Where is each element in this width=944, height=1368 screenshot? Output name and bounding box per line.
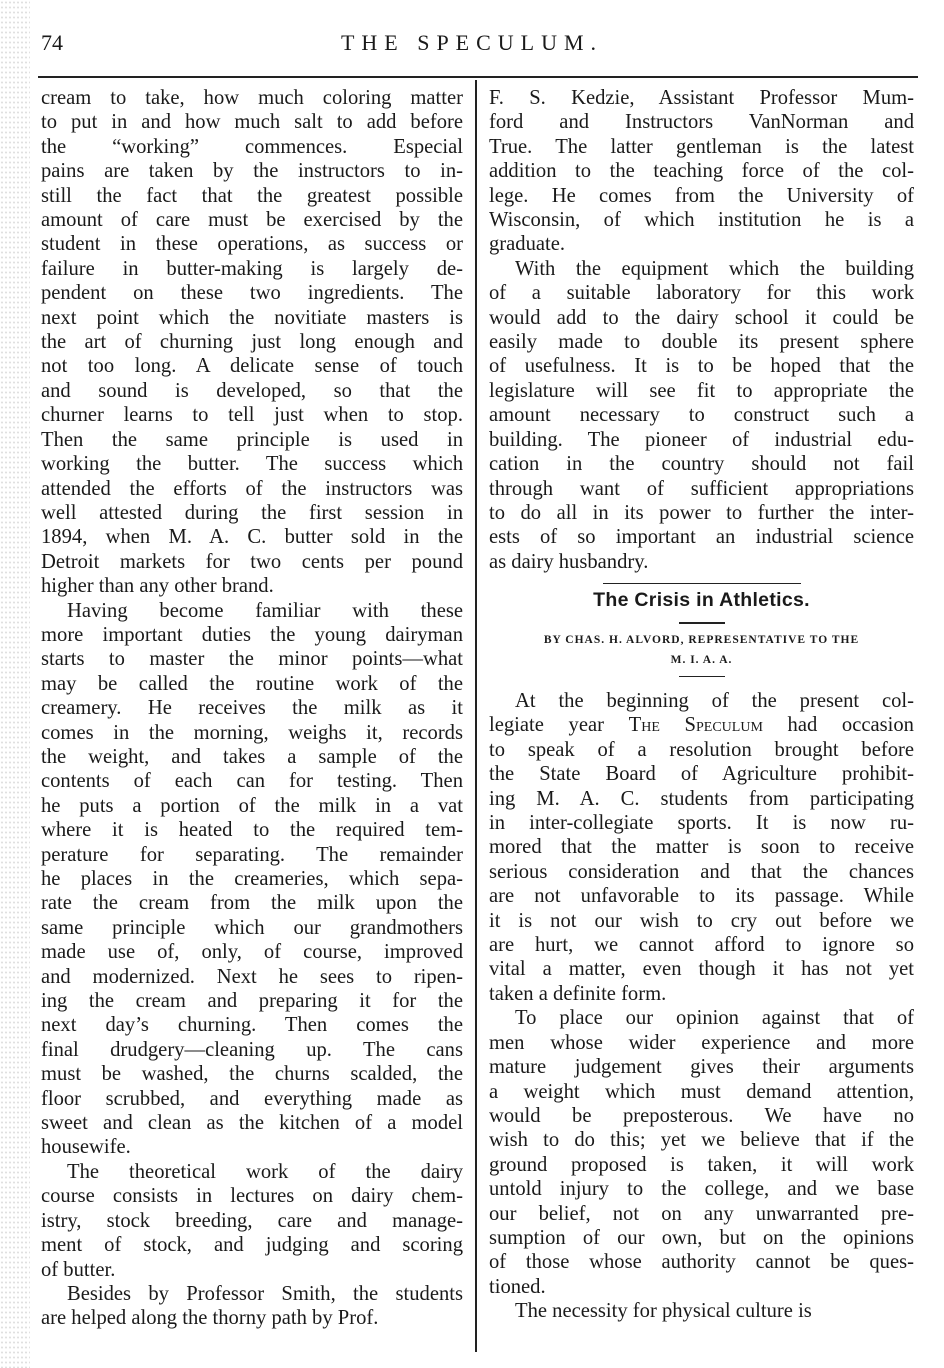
paragraph (489, 1006, 914, 1299)
text-line: perature for separating. The remainder (41, 843, 463, 866)
text-line: to do all in its power to further the inter- (489, 501, 914, 524)
text-line: in inter-collegiate sports. It is now ru- (489, 812, 914, 835)
right-column-athletics-text (489, 689, 914, 1324)
text-line: student in these operations, as success or (41, 233, 463, 256)
text-line: as dairy husbandry. (489, 550, 649, 573)
text-line: more important duties the young dairyman (41, 623, 463, 646)
text-line: amount necessary to construct such a (489, 404, 914, 427)
text-line: it is not our wish to cry out before we (489, 909, 914, 932)
text-line: building. The pioneer of industrial edu- (489, 428, 914, 451)
text-line: men whose wider experience and more (489, 1031, 914, 1054)
article-title: The Crisis in Athletics. (593, 589, 810, 612)
text-line: and sound is developed, so that the (41, 379, 463, 402)
text-line: of butter. (41, 1258, 116, 1281)
text-line: our belief, not on any unwarranted pre- (489, 1202, 914, 1225)
text-line: taken a definite form. (489, 982, 667, 1005)
text-line: made use of, only, of course, improved (41, 941, 463, 964)
text-line: attended the efforts of the instructors was (41, 477, 463, 500)
text-line: would be preposterous. We have no (489, 1104, 914, 1127)
section-separator-rule (603, 583, 801, 584)
text-line: True. The latter gentleman is the latest (489, 135, 914, 158)
text-line: ford and Instructors VanNorman and (489, 111, 914, 134)
text-line: of those whose authority cannot be ques- (489, 1251, 914, 1274)
text-line: next day’s churning. Then comes the (41, 1014, 463, 1037)
paragraph (41, 599, 463, 1160)
text-line: vital a matter, even though it has not yet (489, 958, 914, 981)
byline-line-1: BY CHAS. H. ALVORD, REPRESENTATIVE TO THE (543, 633, 860, 646)
text-line: are hurt, we cannot afford to ignore so (489, 934, 914, 957)
text-line: ests of so important an industrial science (489, 526, 914, 549)
text-line: through want of sufficient appropriations (489, 477, 914, 500)
text-line: well attested during the first session in (41, 501, 463, 524)
text-line: With the equipment which the building (515, 257, 914, 280)
text-line: lege. He comes from the University of (489, 184, 914, 207)
header-rule (38, 76, 918, 78)
text-line: easily made to double its present sphere (489, 331, 914, 354)
paragraph (489, 689, 914, 1006)
text-line: same principle which our grandmothers (41, 916, 463, 939)
text-line: a weight which must demand attention, (489, 1080, 914, 1103)
text-line: untold injury to the college, and we base (489, 1178, 914, 1201)
text-line: next point which the novitiate masters is (41, 306, 463, 329)
text-line: churner learns to tell just when to stop. (41, 404, 463, 427)
article-byline (489, 630, 914, 670)
text-line: addition to the teaching force of the col- (489, 160, 914, 183)
article-heading (489, 583, 914, 677)
text-line: 1894, when M. A. C. butter sold in the (41, 526, 463, 549)
text-line: may be called the routine work of the (41, 672, 463, 695)
text-line: and modernized. Next he sees to ripen- (41, 965, 463, 988)
text-line: istry, stock breeding, care and manage- (41, 1209, 463, 1232)
text-line: contents of each can for testing. Then (41, 770, 463, 793)
left-column (41, 86, 463, 1331)
text-line: Detroit markets for two cents per pound (41, 550, 463, 573)
text-line: ing the cream and preparing it for the (41, 990, 463, 1013)
text-line: not too long. A delicate sense of touch (41, 355, 463, 378)
text-line: mored that the matter is soon to receive (489, 836, 914, 859)
text-line: the “working” commences. Especial (41, 135, 463, 158)
paragraph (41, 86, 463, 599)
text-line: wish to do this; yet we believe that if the (489, 1129, 914, 1152)
text-line: Besides by Professor Smith, the students (67, 1282, 463, 1305)
text-line: are helped along the thorny path by Prof. (41, 1307, 379, 1330)
text-line: he places in the creameries, which sepa- (41, 868, 463, 890)
text-line: sumption of our own, but on the opinions (489, 1226, 914, 1249)
text-line: rate the cream from the milk upon the (41, 892, 463, 915)
text-line: ment of stock, and judging and scoring (41, 1234, 463, 1257)
text-line: Having become familiar with these (67, 599, 463, 622)
text-line: creamery. He receives the milk as it (41, 697, 463, 720)
text-line: serious consideration and that the chances (489, 860, 914, 883)
text-line: pendent on these two ingredients. The (41, 282, 463, 305)
right-column-dairy-text (489, 86, 914, 574)
right-column (489, 86, 914, 1324)
text-line: cation in the country should not fail (489, 453, 914, 476)
paragraph (489, 86, 914, 257)
scan-noise-margin (0, 0, 30, 1368)
text-line: to speak of a resolution brought before (489, 738, 914, 761)
text-line: sweet and clean as the kitchen of a model (41, 1112, 463, 1135)
text-line: he puts a portion of the milk in a vat (41, 794, 463, 817)
text-line: working the butter. The success which (41, 453, 463, 476)
text-line: final drudgery—cleaning up. The cans (41, 1038, 463, 1061)
text-line: tioned. (489, 1275, 546, 1298)
byline-line-2: M. I. A. A. (670, 653, 733, 666)
text-line: the art of churning just long enough and (41, 331, 463, 354)
text-line: At the beginning of the present col- (515, 690, 914, 713)
text-line: floor scrubbed, and everything made as (41, 1087, 463, 1110)
text-line: legiate year The Speculum had occasion (489, 714, 914, 737)
periodical-name: The Speculum (628, 714, 763, 737)
paragraph (489, 1299, 914, 1323)
text-line: The necessity for physical culture is (515, 1300, 812, 1323)
text-line: of usefulness. It is to be hoped that the (489, 355, 914, 378)
title-rule (679, 622, 725, 623)
text-line: where it is heated to the required tem- (41, 819, 463, 842)
text-line: Then the same principle is used in (41, 428, 463, 451)
text-line: housewife. (41, 1136, 131, 1159)
text-line: higher than any other brand. (41, 575, 274, 598)
text-line: course consists in lectures on dairy chem- (41, 1185, 463, 1208)
paragraph (41, 1160, 463, 1282)
text-line: ing M. A. C. students from participating (489, 787, 914, 810)
text-line: Wisconsin, of which institution he is a (489, 209, 914, 232)
text-line: cream to take, how much coloring matter (41, 87, 463, 109)
text-line: of a suitable laboratory for this work (489, 282, 914, 305)
text-line: are not unfavorable to its passage. While (489, 885, 914, 908)
text-line: failure in butter-making is largely de- (41, 257, 463, 280)
text-line: would add to the dairy school it could be (489, 306, 914, 329)
text-line: comes in the morning, weighs it, records (41, 721, 463, 744)
text-line: legislature will see fit to appropriate the (489, 379, 914, 402)
text-line: amount of care must be exercised by the (41, 209, 463, 232)
text-line: pains are taken by the instructors to in- (41, 160, 463, 183)
paragraph (489, 257, 914, 574)
text-line: must be washed, the churns scalded, the (41, 1063, 463, 1086)
text-line: still the fact that the greatest possible (41, 184, 463, 207)
page-number: 74 (41, 30, 63, 55)
text-line: to put in and how much salt to add before (41, 111, 463, 134)
paragraph (41, 1282, 463, 1331)
text-line: the weight, and takes a sample of the (41, 745, 463, 768)
column-divider (475, 80, 477, 1352)
text-line: F. S. Kedzie, Assistant Professor Mum- (489, 87, 914, 109)
page-header (0, 0, 944, 78)
running-title: THE SPECULUM. (340, 30, 604, 55)
text-line: mature judgement gives their arguments (489, 1056, 914, 1079)
text-line: graduate. (489, 233, 566, 256)
text-line: To place our opinion against that of (515, 1007, 914, 1030)
text-line: the State Board of Agriculture prohibit- (489, 763, 914, 786)
text-line: starts to master the minor points—what (41, 648, 463, 671)
text-line: The theoretical work of the dairy (67, 1160, 463, 1183)
byline-rule (679, 676, 725, 677)
text-line: ground proposed is taken, it will work (489, 1153, 914, 1176)
